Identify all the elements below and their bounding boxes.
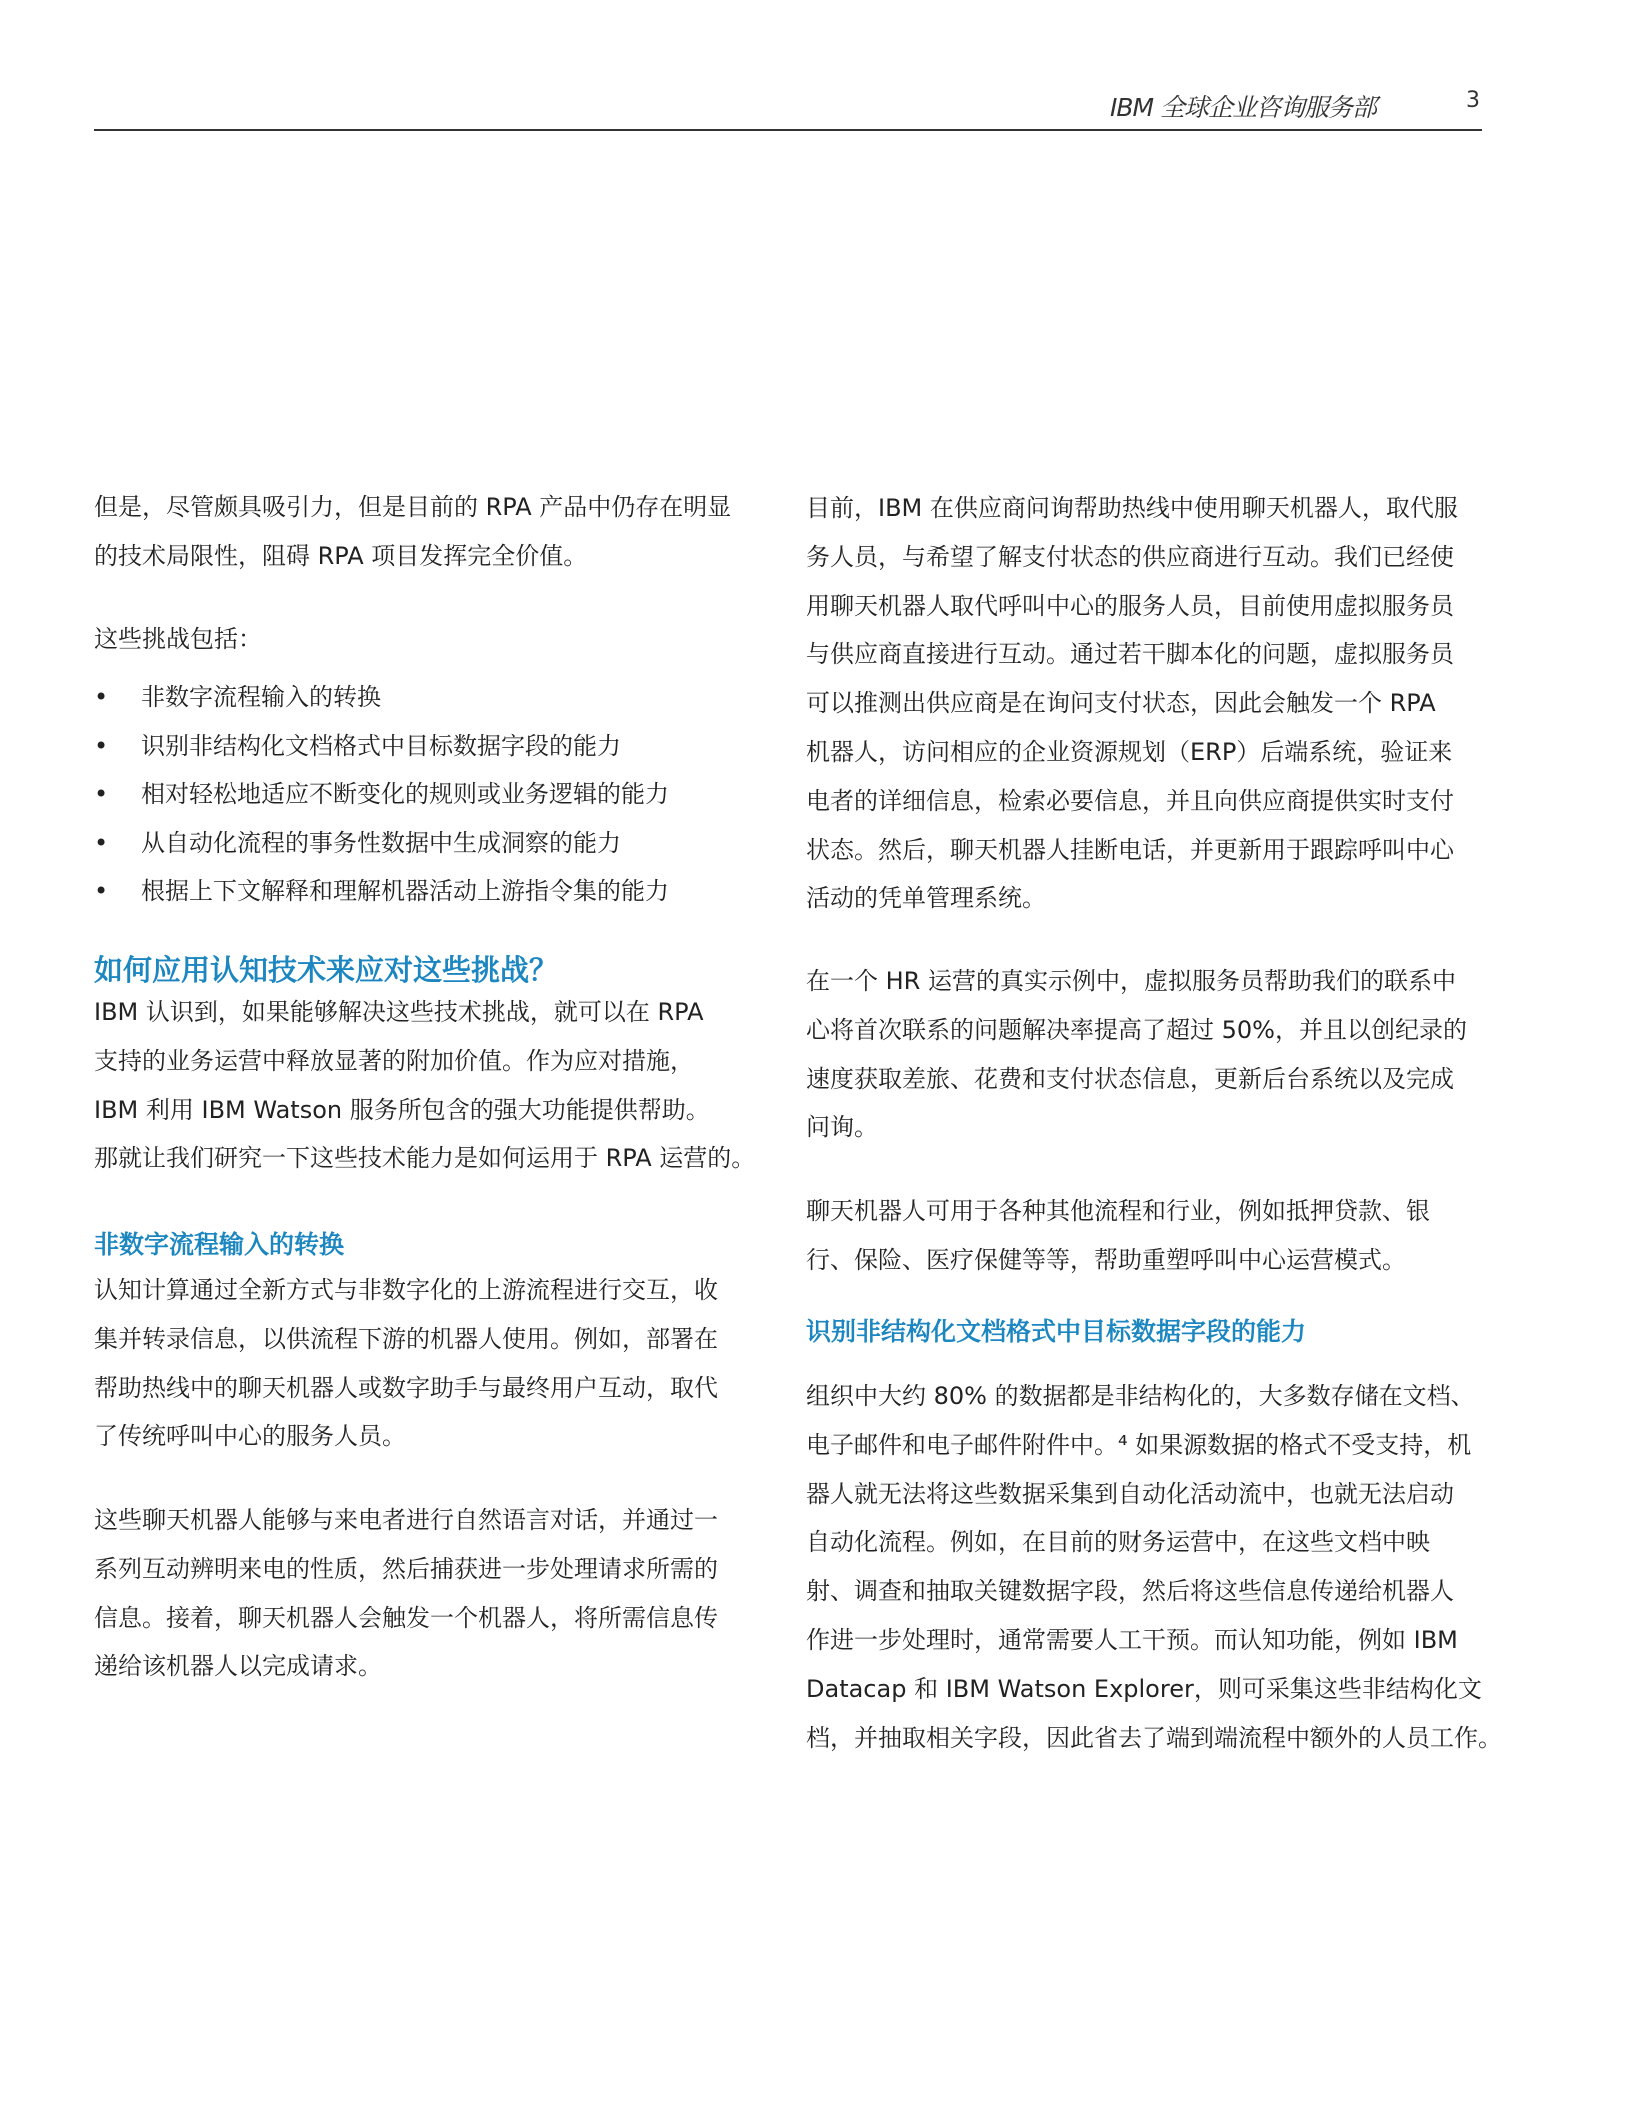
text-line: 可以推测出供应商是在询问支付状态，因此会触发一个 RPA [806, 689, 1436, 718]
right-paragraph-3 [806, 1187, 1500, 1285]
list-item [94, 722, 766, 771]
header-title: IBM 全球企业咨询服务部 [1110, 93, 1377, 122]
header-divider [94, 129, 1482, 131]
list-item [94, 770, 766, 819]
list-item [94, 673, 766, 722]
left-paragraph-1 [94, 988, 766, 1183]
text-line: 速度获取差旅、花费和支付状态信息，更新后台系统以及完成 [806, 1064, 1454, 1093]
section-heading: 如何应用认知技术来应对这些挑战？ [94, 953, 559, 987]
text-line: 电者的详细信息，检索必要信息，并且向供应商提供实时支付 [806, 786, 1454, 815]
text-line: Datacap 和 IBM Watson Explorer，则可采集这些非结构化文 [806, 1674, 1482, 1703]
text-line: 信息。接着，聊天机器人会触发一个机器人，将所需信息传 [94, 1603, 718, 1632]
right-paragraph-4 [806, 1372, 1500, 1762]
right-paragraph-1 [806, 484, 1500, 923]
text-line: IBM 认识到，如果能够解决这些技术挑战，就可以在 RPA [94, 998, 704, 1026]
bullet-icon: • [94, 683, 109, 711]
text-line: 目前，IBM 在供应商问询帮助热线中使用聊天机器人，取代服 [806, 494, 1458, 522]
list-item-text: 根据上下文解释和理解机器活动上游指令集的能力 [141, 877, 669, 905]
list-item-text: 非数字流程输入的转换 [141, 683, 381, 711]
text-line: 电子邮件和电子邮件附件中。⁴ 如果源数据的格式不受支持，机 [806, 1430, 1472, 1459]
text-line: 作进一步处理时，通常需要人工干预。而认知功能，例如 IBM [806, 1625, 1458, 1654]
text-line: 认知计算通过全新方式与非数字化的上游流程进行交互，收 [94, 1276, 718, 1304]
bullet-icon: • [94, 828, 109, 857]
text-line: IBM 利用 IBM Watson 服务所包含的强大功能提供帮助。 [94, 1095, 710, 1124]
text-line: 系列互动辨明来电的性质，然后捕获进一步处理请求所需的 [94, 1554, 718, 1583]
text-line: 这些聊天机器人能够与来电者进行自然语言对话，并通过一 [94, 1506, 718, 1534]
left-intro-paragraph [94, 483, 766, 581]
text-line: 务人员，与希望了解支付状态的供应商进行互动。我们已经使 [806, 542, 1454, 571]
text-line: 支持的业务运营中释放显著的附加价值。作为应对措施， [94, 1046, 694, 1075]
text-line: 自动化流程。例如，在目前的财务运营中，在这些文档中映 [806, 1528, 1430, 1557]
text-line: 那就让我们研究一下这些技术能力是如何运用于 RPA 运营的。 [94, 1144, 756, 1173]
challenges-list [94, 673, 766, 916]
text-line: 在一个 HR 运营的真实示例中，虚拟服务员帮助我们的联系中 [806, 967, 1456, 995]
bullet-icon: • [94, 780, 109, 808]
list-item [94, 819, 766, 868]
list-item [94, 867, 766, 916]
text-line: 的技术局限性，阻碍 RPA 项目发挥完全价值。 [94, 541, 588, 570]
text-line: 状态。然后，聊天机器人挂断电话，并更新用于跟踪呼叫中心 [806, 835, 1454, 864]
text-line: 聊天机器人可用于各种其他流程和行业，例如抵押贷款、银 [806, 1197, 1430, 1225]
text-line: 器人就无法将这些数据采集到自动化活动流中，也就无法启动 [806, 1479, 1454, 1508]
text-line: 活动的凭单管理系统。 [806, 884, 1046, 913]
list-item-text: 从自动化流程的事务性数据中生成洞察的能力 [141, 828, 621, 857]
text-line: 了传统呼叫中心的服务人员。 [94, 1422, 406, 1451]
text-line: 递给该机器人以完成请求。 [94, 1652, 382, 1681]
text-line: 帮助热线中的聊天机器人或数字助手与最终用户互动，取代 [94, 1373, 718, 1402]
challenges-label: 这些挑战包括： [94, 625, 262, 653]
bullet-icon: • [94, 877, 109, 905]
text-line: 用聊天机器人取代呼叫中心的服务人员，目前使用虚拟服务员 [806, 591, 1454, 620]
right-paragraph-2 [806, 957, 1500, 1152]
left-paragraph-2 [94, 1266, 766, 1461]
bullet-icon: • [94, 731, 109, 760]
text-line: 与供应商直接进行互动。通过若干脚本化的问题，虚拟服务员 [806, 640, 1454, 669]
list-item-text: 相对轻松地适应不断变化的规则或业务逻辑的能力 [141, 780, 669, 808]
left-subheading: 非数字流程输入的转换 [94, 1230, 345, 1259]
text-line: 射、调查和抽取关键数据字段，然后将这些信息传递给机器人 [806, 1577, 1454, 1606]
list-item-text: 识别非结构化文档格式中目标数据字段的能力 [141, 731, 621, 760]
right-subheading: 识别非结构化文档格式中目标数据字段的能力 [806, 1317, 1307, 1346]
page-number: 3 [1466, 88, 1480, 113]
text-line: 心将首次联系的问题解决率提高了超过 50%，并且以创纪录的 [806, 1015, 1467, 1044]
text-line: 集并转录信息，以供流程下游的机器人使用。例如，部署在 [94, 1324, 718, 1353]
text-line: 行、保险、医疗保健等等，帮助重塑呼叫中心运营模式。 [806, 1245, 1406, 1274]
text-line: 问询。 [806, 1113, 878, 1142]
text-line: 机器人，访问相应的企业资源规划（ERP）后端系统，验证来 [806, 737, 1453, 766]
text-line: 但是，尽管颇具吸引力，但是目前的 RPA 产品中仍存在明显 [94, 493, 732, 521]
text-line: 档，并抽取相关字段，因此省去了端到端流程中额外的人员工作。 [806, 1723, 1502, 1752]
text-line: 组织中大约 80% 的数据都是非结构化的，大多数存储在文档、 [806, 1382, 1475, 1410]
left-paragraph-3 [94, 1496, 766, 1691]
